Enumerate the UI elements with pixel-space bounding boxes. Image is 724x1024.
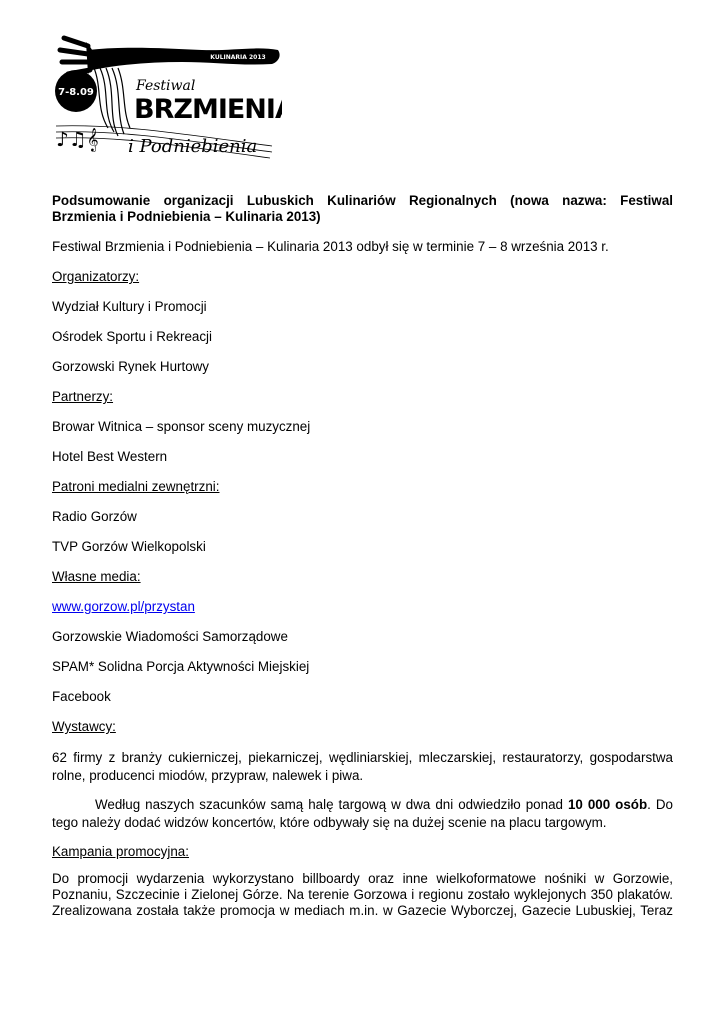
logo-word-brzmienia: BRZMIENIA	[134, 94, 282, 125]
exhibitors-heading: Wystawcy:	[52, 719, 116, 734]
own-media-item: SPAM* Solidna Porcja Aktywności Miejskiej	[52, 659, 310, 674]
visitors-text-after: . Do tego należy dodać widzów koncertów, które odbywały się na dużej scenie na placu targowym.	[52, 797, 673, 830]
festival-logo	[52, 28, 282, 160]
fork-logo-graphic	[52, 28, 282, 160]
own-media-item: Facebook	[52, 689, 111, 704]
logo-top-label: KULINARIA 2013	[210, 54, 266, 61]
visitors-count: 10 000 osób	[567, 797, 648, 812]
przystan-link[interactable]: www.gorzow.pl/przystan	[52, 599, 195, 614]
organizer-item: Ośrodek Sportu i Rekreacji	[52, 329, 213, 344]
organizer-item: Wydział Kultury i Promocji	[52, 299, 207, 314]
campaign-heading: Kampania promocyjna:	[52, 844, 189, 859]
document-title: Podsumowanie organizacji Lubuskich Kulinariów Regionalnych (nowa nazwa: Festiwal Brzmienia i Podniebienia – Kulinaria 2013)	[52, 193, 673, 224]
partners-heading: Partnerzy:	[52, 389, 114, 404]
partner-item: Browar Witnica – sponsor sceny muzycznej	[52, 419, 311, 434]
exhibitors-paragraph: 62 firmy z branży cukierniczej, piekarniczej, wędliniarskiej, mleczarskiej, restauratorzy, gospodarstwa rolne, producenci miodów, przypraw, nalewek i piwa.	[52, 750, 673, 783]
intro-paragraph: Festiwal Brzmienia i Podniebienia – Kulinaria 2013 odbył się w terminie 7 – 8 września 2013 r.	[52, 239, 609, 254]
media-patrons-heading: Patroni medialni zewnętrzni:	[52, 479, 220, 494]
organizer-item: Gorzowski Rynek Hurtowy	[52, 359, 210, 374]
own-media-item: Gorzowskie Wiadomości Samorządowe	[52, 629, 288, 644]
media-patron-item: Radio Gorzów	[52, 509, 137, 524]
visitors-paragraph	[52, 796, 673, 832]
partner-item: Hotel Best Western	[52, 449, 168, 464]
logo-date: 7-8.09	[58, 87, 94, 98]
document-body	[52, 193, 673, 919]
logo-word-podniebienia: i Podniebienia	[128, 136, 258, 157]
media-patron-item: TVP Gorzów Wielkopolski	[52, 539, 206, 554]
music-notes-icon: ♪♫𝄞	[56, 127, 99, 151]
campaign-paragraph: Do promocji wydarzenia wykorzystano billboardy oraz inne wielkoformatowe nośniki w Gorzowie, Poznaniu, Szczecinie i Zielonej Górze. Na terenie Gorzowa i regionu zostało wyklejonych 350 plakatów. Zrealizowana została także promocja w mediach m.in. w Gazecie Wyborczej, Gazecie Lubuskiej, Teraz	[52, 871, 673, 918]
own-media-heading: Własne media:	[52, 569, 141, 584]
organizers-heading: Organizatorzy:	[52, 269, 140, 284]
visitors-text-before: Według naszych szacunków samą halę targową w dwa dni odwiedziło ponad	[95, 797, 568, 812]
logo-word-festiwal: Festiwal	[136, 78, 196, 94]
